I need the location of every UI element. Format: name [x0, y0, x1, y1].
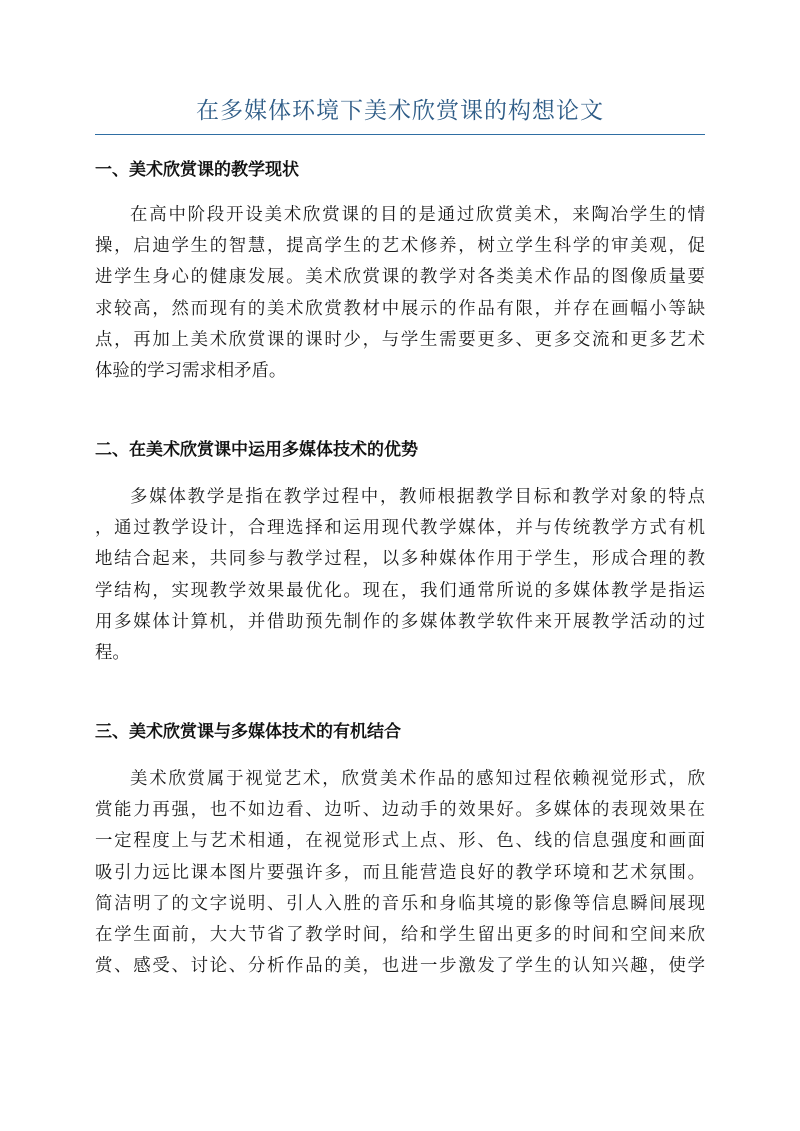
paragraph-line: 多媒体教学是指在教学过程中，教师根据教学目标和教学对象的特点: [130, 487, 705, 507]
paragraph-line: 吸引力远比课本图片要强许多，而且能营造良好的教学环境和艺术氛围。: [95, 862, 705, 883]
paragraph-line: 地结合起来，共同参与教学过程，以多种媒体作用于学生，形成合理的教: [95, 549, 705, 570]
document-title: 在多媒体环境下美术欣赏课的构想论文: [196, 98, 604, 124]
section-heading-2: 二、在美术欣赏课中运用多媒体技术的优势: [95, 440, 418, 460]
paragraph-line: 在高中阶段开设美术欣赏课的目的是通过欣赏美术，来陶冶学生的情: [130, 205, 705, 225]
paragraph-line: 一定程度上与艺术相通，在视觉形式上点、形、色、线的信息强度和画面: [95, 831, 705, 852]
section-heading-1: 一、美术欣赏课的教学现状: [95, 160, 299, 180]
paragraph-line: 进学生身心的健康发展。美术欣赏课的教学对各类美术作品的图像质量要: [95, 267, 705, 288]
paragraph-line: ，通过教学设计，合理选择和运用现代教学媒体，并与传统教学方式有机: [95, 518, 705, 539]
paragraph-line: 体验的学习需求相矛盾。: [95, 360, 287, 381]
section-heading-3: 三、美术欣赏课与多媒体技术的有机结合: [95, 722, 401, 742]
paragraph-line: 赏能力再强，也不如边看、边听、边动手的效果好。多媒体的表现效果在: [95, 800, 705, 821]
paragraph-line: 美术欣赏属于视觉艺术，欣赏美术作品的感知过程依赖视觉形式，欣: [130, 769, 705, 789]
title-underline: [95, 134, 705, 135]
paragraph-line: 点，再加上美术欣赏课的课时少，与学生需要更多、更多交流和更多艺术: [95, 329, 705, 350]
paragraph-line: 操，启迪学生的智慧，提高学生的艺术修养，树立学生科学的审美观，促: [95, 236, 705, 257]
section-paragraph-1: [95, 200, 705, 387]
paragraph-line: 赏、感受、讨论、分析作品的美，也进一步激发了学生的认知兴趣，使学: [95, 956, 705, 977]
paragraph-line: 用多媒体计算机，并借助预先制作的多媒体教学软件来开展教学活动的过: [95, 611, 705, 632]
paragraph-line: 在学生面前，大大节省了教学时间，给和学生留出更多的时间和空间来欣: [95, 924, 705, 945]
paragraph-line: 简洁明了的文字说明、引人入胜的音乐和身临其境的影像等信息瞬间展现: [95, 893, 705, 914]
paragraph-line: 求较高，然而现有的美术欣赏教材中展示的作品有限，并存在画幅小等缺: [95, 298, 705, 319]
section-paragraph-3: [95, 764, 705, 982]
paragraph-line: 程。: [95, 642, 130, 663]
paragraph-line: 学结构，实现教学效果最优化。现在，我们通常所说的多媒体教学是指运: [95, 580, 705, 601]
section-paragraph-2: [95, 482, 705, 669]
